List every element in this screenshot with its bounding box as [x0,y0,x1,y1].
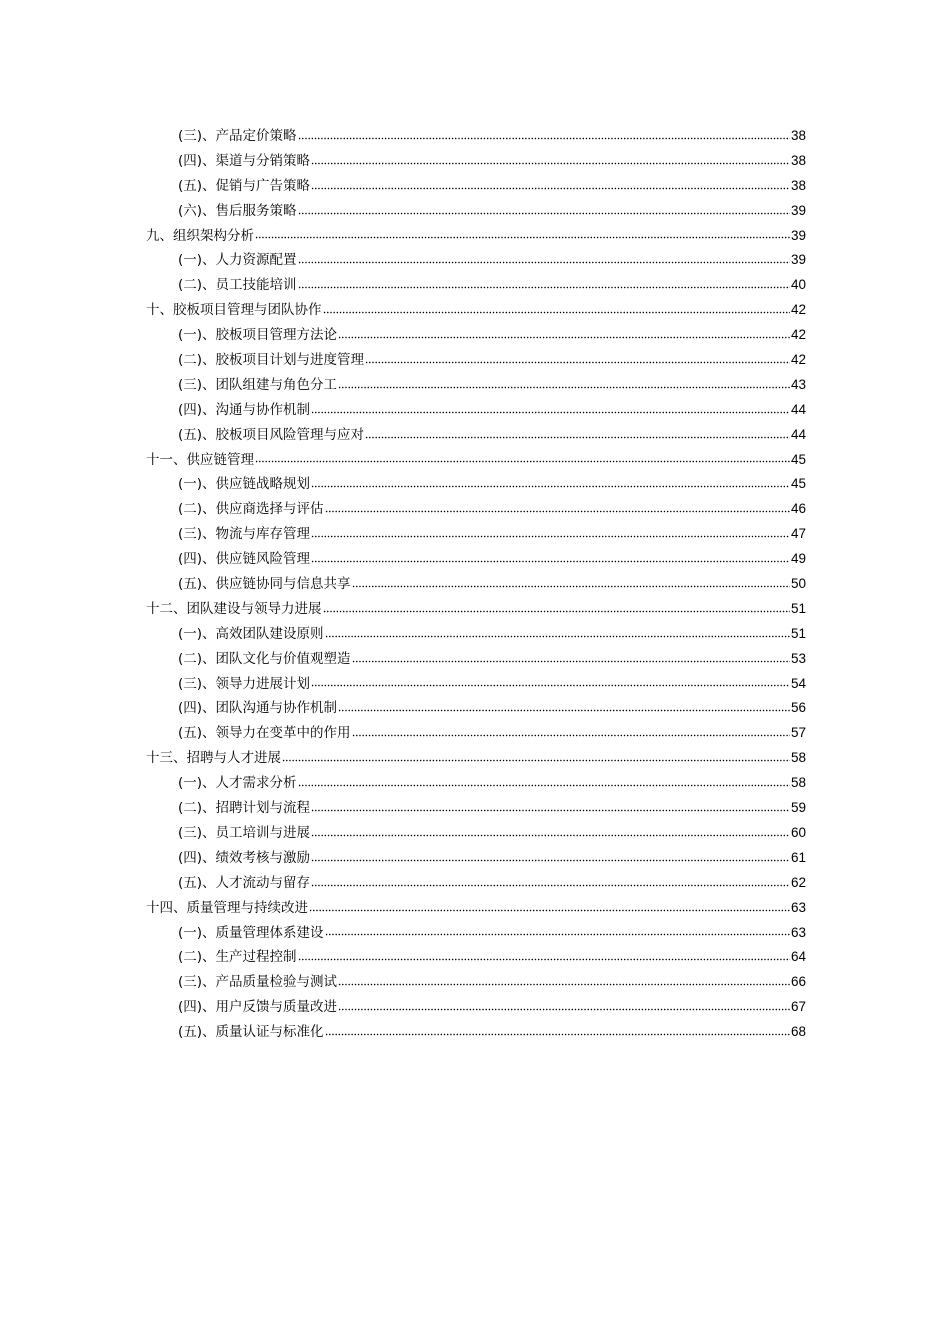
toc-dot-leader [298,958,790,961]
toc-entry-page-number: 46 [790,501,806,517]
toc-entry-page-number: 68 [790,1024,806,1040]
toc-dot-leader [309,909,790,912]
toc-entry-page-number: 50 [790,576,806,592]
toc-entry-page-number: 43 [790,376,806,392]
toc-dot-leader [311,834,790,837]
toc-entry-title: (三)、产品质量检验与测试 [178,974,338,991]
toc-entry-title: (一)、胶板项目管理方法论 [178,327,338,344]
toc-section-entry[interactable] [146,373,806,398]
toc-entry-page-number: 51 [790,625,806,641]
toc-entry-page-number: 66 [790,974,806,990]
toc-entry-page-number: 59 [790,800,806,816]
toc-entry-page-number: 45 [790,476,806,492]
toc-dot-leader [311,535,790,538]
toc-section-entry[interactable] [146,995,806,1020]
toc-section-entry[interactable] [146,423,806,448]
toc-entry-page-number: 67 [790,999,806,1015]
toc-entry-page-number: 42 [790,302,806,318]
toc-section-entry[interactable] [146,771,806,796]
toc-chapter-entry[interactable] [146,224,806,249]
toc-section-entry[interactable] [146,721,806,746]
toc-entry-title: (五)、领导力在变革中的作用 [178,725,351,742]
toc-section-entry[interactable] [146,472,806,497]
toc-dot-leader [352,585,790,588]
toc-entry-page-number: 64 [790,949,806,965]
toc-entry-title: (二)、招聘计划与流程 [178,800,311,817]
toc-entry-title: 十、胶板项目管理与团队协作 [146,302,322,319]
toc-entry-page-number: 53 [790,650,806,666]
toc-dot-leader [338,386,790,389]
toc-chapter-entry[interactable] [146,746,806,771]
toc-entry-title: (五)、供应链协同与信息共享 [178,576,351,593]
toc-entry-title: (四)、团队沟通与协作机制 [178,700,338,717]
toc-dot-leader [311,411,790,414]
toc-dot-leader [311,859,790,862]
toc-entry-page-number: 38 [790,177,806,193]
toc-entry-title: 十三、招聘与人才进展 [146,750,281,767]
toc-section-entry[interactable] [146,348,806,373]
toc-dot-leader [311,884,790,887]
toc-entry-title: (三)、物流与库存管理 [178,526,311,543]
toc-entry-title: (一)、供应链战略规划 [178,476,311,493]
toc-section-entry[interactable] [146,945,806,970]
toc-entry-page-number: 51 [790,600,806,616]
toc-entry-title: (五)、胶板项目风险管理与应对 [178,426,365,443]
toc-dot-leader [311,684,790,687]
toc-dot-leader [325,635,790,638]
toc-dot-leader [338,983,790,986]
toc-entry-page-number: 44 [790,401,806,417]
toc-dot-leader [298,137,790,140]
toc-entry-page-number: 45 [790,451,806,467]
toc-section-entry[interactable] [146,1020,806,1045]
toc-dot-leader [365,436,790,439]
toc-section-entry[interactable] [146,821,806,846]
toc-dot-leader [311,560,790,563]
toc-section-entry[interactable] [146,796,806,821]
toc-entry-title: (五)、人才流动与留存 [178,874,311,891]
toc-entry-title: (二)、供应商选择与评估 [178,501,324,518]
toc-dot-leader [325,1033,790,1036]
toc-section-entry[interactable] [146,124,806,149]
toc-dot-leader [298,286,790,289]
toc-dot-leader [298,784,790,787]
toc-section-entry[interactable] [146,696,806,721]
toc-dot-leader [325,510,790,513]
toc-dot-leader [338,1008,790,1011]
toc-entry-title: (五)、促销与广告策略 [178,177,311,194]
toc-entry-page-number: 58 [790,750,806,766]
toc-dot-leader [325,933,790,936]
toc-section-entry[interactable] [146,970,806,995]
toc-entry-page-number: 38 [790,128,806,143]
toc-section-entry[interactable] [146,398,806,423]
toc-entry-title: (一)、高效团队建设原则 [178,625,324,642]
toc-dot-leader [338,709,790,712]
toc-chapter-entry[interactable] [146,896,806,921]
toc-entry-page-number: 39 [790,252,806,268]
toc-chapter-entry[interactable] [146,298,806,323]
toc-entry-title: (一)、人才需求分析 [178,775,297,792]
toc-entry-page-number: 39 [790,227,806,243]
toc-dot-leader [282,759,790,762]
table-of-contents [146,124,806,1045]
toc-entry-title: (四)、绩效考核与激励 [178,849,311,866]
toc-entry-page-number: 63 [790,924,806,940]
toc-entry-page-number: 39 [790,202,806,218]
toc-entry-title: (一)、人力资源配置 [178,252,297,269]
toc-section-entry[interactable] [146,248,806,273]
toc-entry-page-number: 40 [790,277,806,293]
toc-chapter-entry[interactable] [146,448,806,473]
toc-entry-page-number: 62 [790,874,806,890]
toc-entry-page-number: 47 [790,526,806,542]
toc-entry-title: 十四、质量管理与持续改进 [146,899,308,916]
toc-entry-title: 十一、供应链管理 [146,451,254,468]
toc-entry-page-number: 57 [790,725,806,741]
toc-section-entry[interactable] [146,672,806,697]
toc-section-entry[interactable] [146,622,806,647]
toc-entry-page-number: 44 [790,426,806,442]
toc-entry-title: (二)、员工技能培训 [178,277,297,294]
toc-dot-leader [311,485,790,488]
toc-section-entry[interactable] [146,199,806,224]
toc-dot-leader [365,361,790,364]
toc-section-entry[interactable] [146,647,806,672]
toc-entry-title: (四)、沟通与协作机制 [178,401,311,418]
toc-entry-title: 九、组织架构分析 [146,227,254,244]
toc-entry-title: (六)、售后服务策略 [178,202,297,219]
toc-section-entry[interactable] [146,149,806,174]
toc-entry-title: (二)、生产过程控制 [178,949,297,966]
toc-entry-title: (四)、供应链风险管理 [178,551,311,568]
toc-chapter-entry[interactable] [146,597,806,622]
toc-entry-page-number: 56 [790,700,806,716]
toc-entry-title: (三)、团队组建与角色分工 [178,376,338,393]
toc-entry-page-number: 38 [790,152,806,168]
toc-dot-leader [311,162,790,165]
toc-entry-title: (二)、团队文化与价值观塑造 [178,650,351,667]
toc-entry-title: (五)、质量认证与标准化 [178,1024,324,1041]
toc-entry-title: (三)、员工培训与进展 [178,824,311,841]
toc-entry-page-number: 61 [790,849,806,865]
toc-section-entry[interactable] [146,522,806,547]
toc-section-entry[interactable] [146,846,806,871]
toc-section-entry[interactable] [146,174,806,199]
toc-entry-title: (四)、渠道与分销策略 [178,152,311,169]
toc-entry-page-number: 54 [790,675,806,691]
toc-entry-page-number: 60 [790,824,806,840]
toc-section-entry[interactable] [146,497,806,522]
toc-entry-title: (三)、产品定价策略 [178,128,297,144]
toc-section-entry[interactable] [146,547,806,572]
toc-entry-title: (四)、用户反馈与质量改进 [178,999,338,1016]
toc-dot-leader [298,212,790,215]
toc-section-entry[interactable] [146,871,806,896]
toc-dot-leader [311,809,790,812]
toc-dot-leader [352,734,790,737]
toc-entry-page-number: 42 [790,352,806,368]
toc-section-entry[interactable] [146,572,806,597]
toc-dot-leader [311,187,790,190]
toc-section-entry[interactable] [146,323,806,348]
toc-dot-leader [298,261,790,264]
toc-dot-leader [255,460,790,463]
toc-entry-page-number: 42 [790,327,806,343]
toc-section-entry[interactable] [146,273,806,298]
toc-entry-page-number: 58 [790,775,806,791]
toc-dot-leader [323,610,790,613]
toc-entry-title: (一)、质量管理体系建设 [178,924,324,941]
toc-section-entry[interactable] [146,921,806,946]
toc-entry-title: 十二、团队建设与领导力进展 [146,600,322,617]
toc-dot-leader [338,336,790,339]
toc-entry-page-number: 49 [790,551,806,567]
toc-dot-leader [323,311,790,314]
toc-dot-leader [255,236,790,239]
toc-entry-page-number: 63 [790,899,806,915]
toc-dot-leader [352,660,790,663]
toc-entry-title: (三)、领导力进展计划 [178,675,311,692]
toc-entry-title: (二)、胶板项目计划与进度管理 [178,352,365,369]
